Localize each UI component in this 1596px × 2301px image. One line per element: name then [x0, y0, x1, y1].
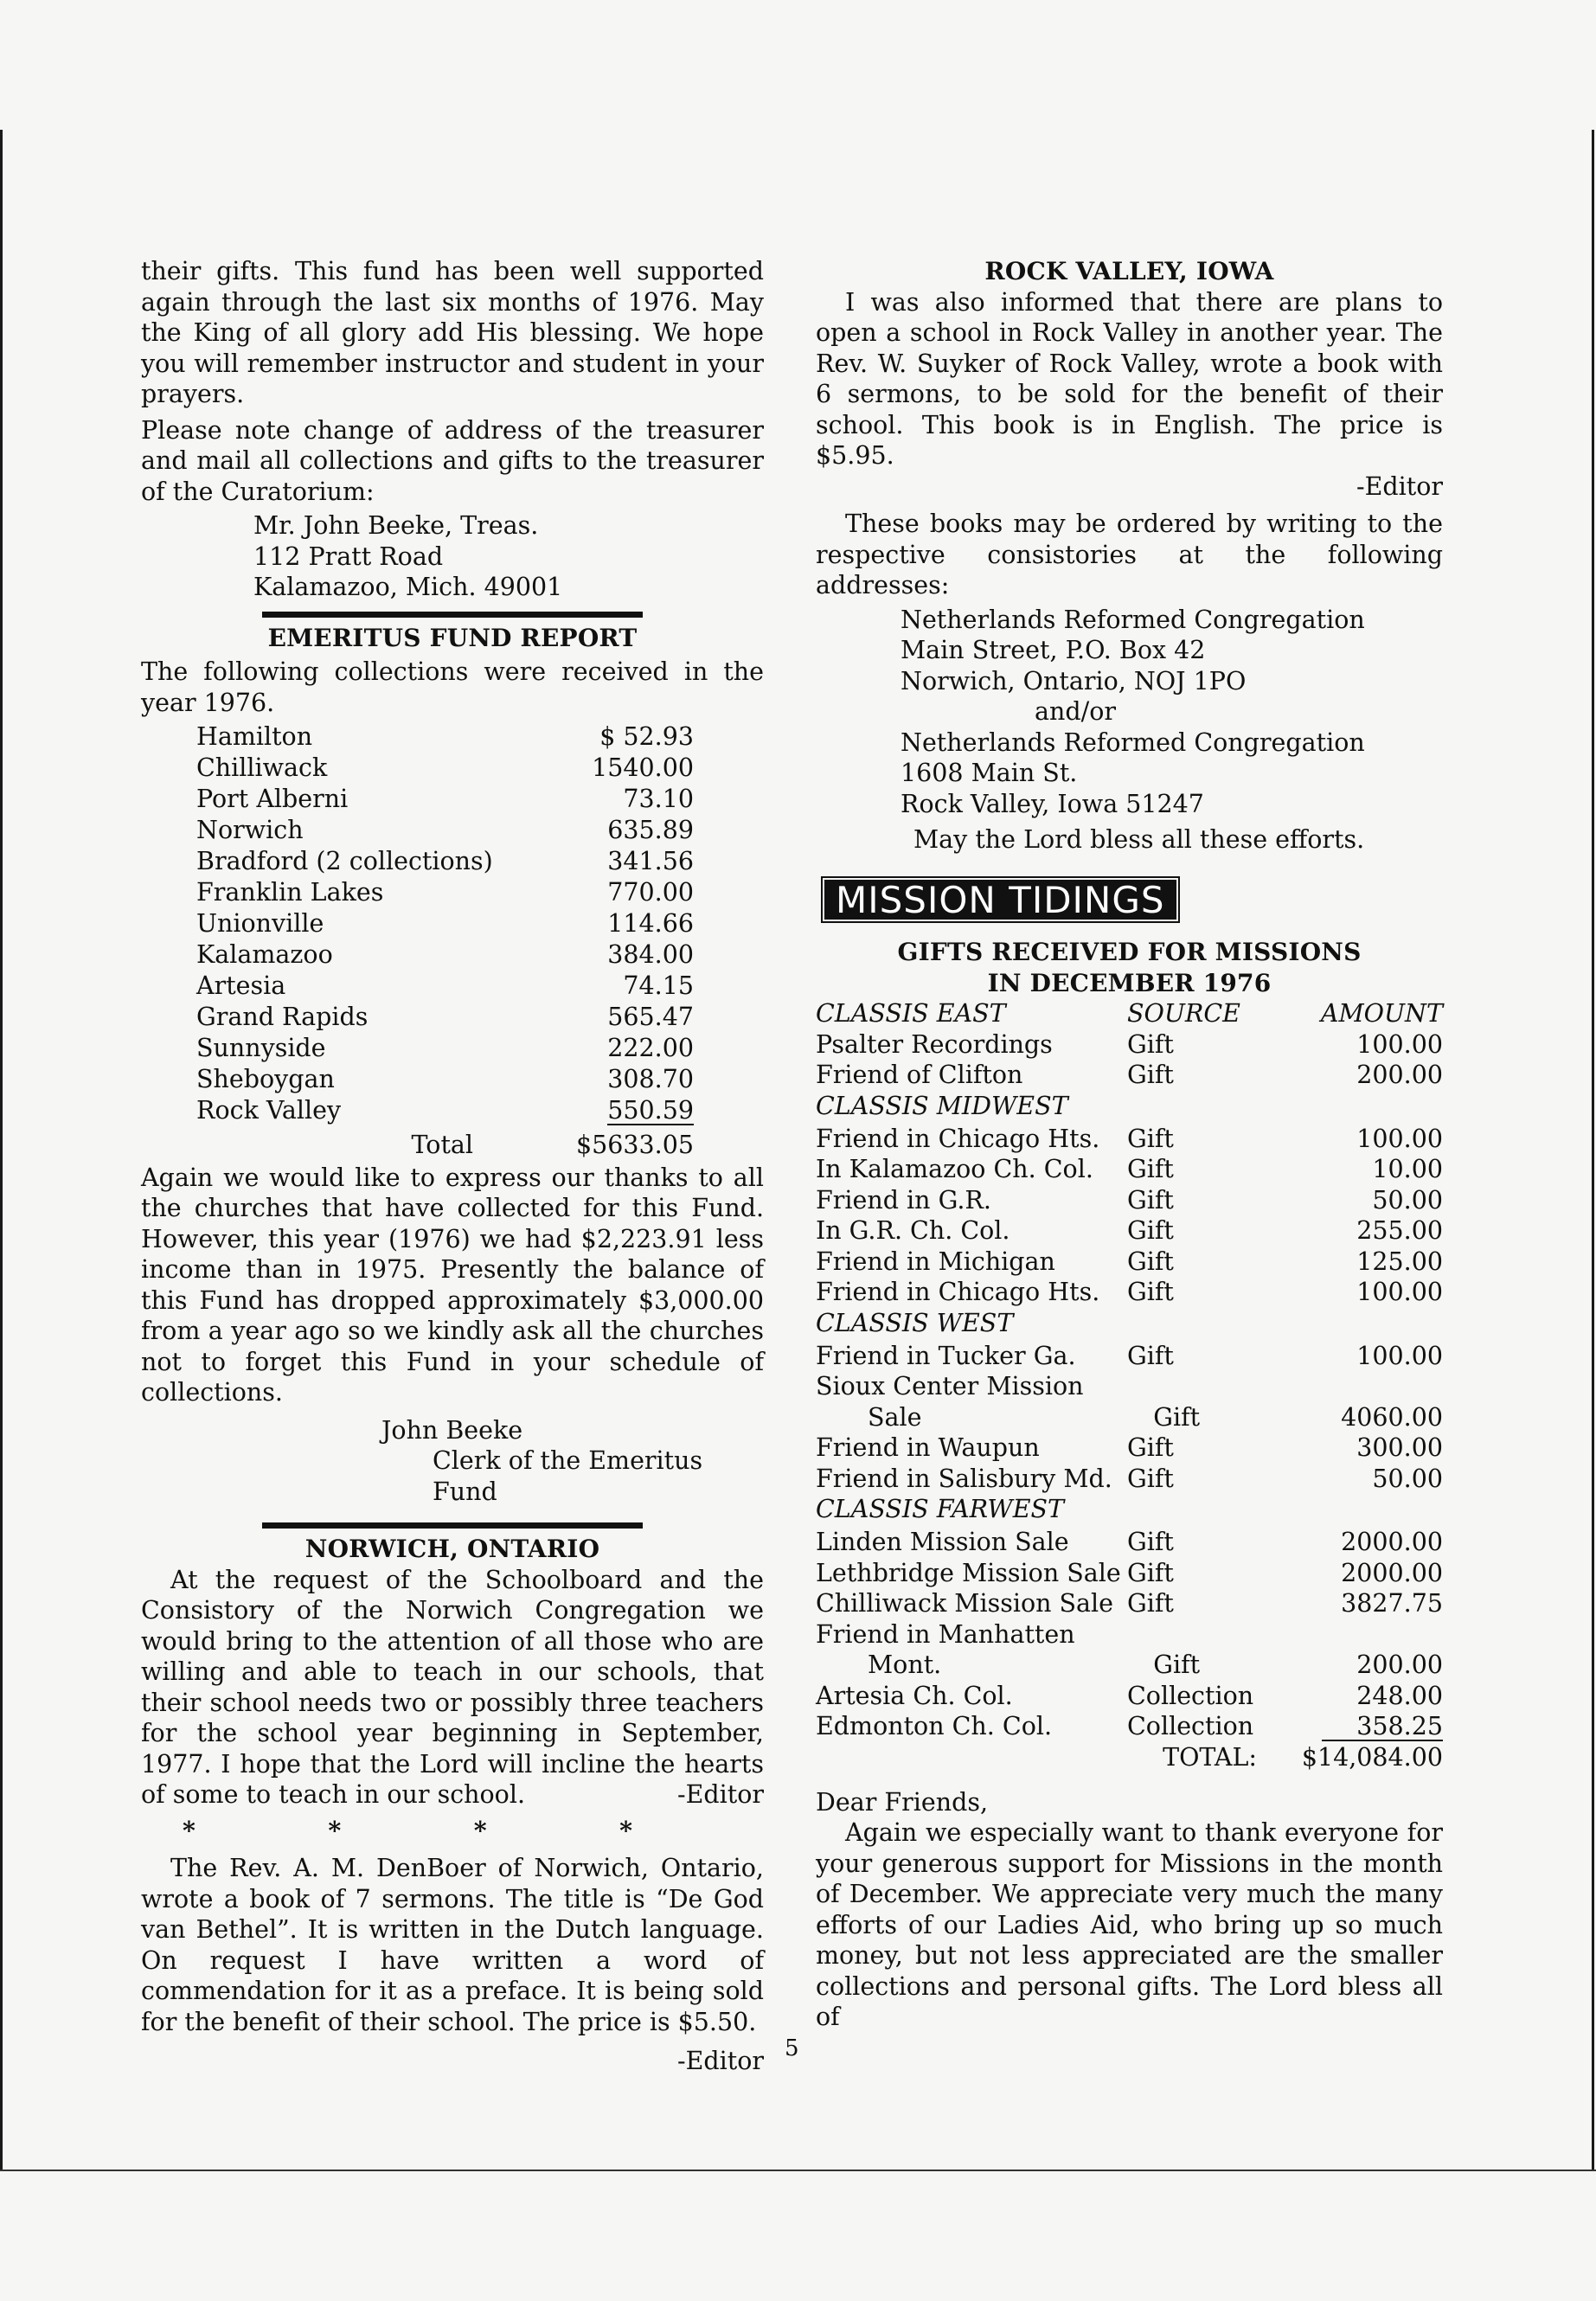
gifts-total-label: TOTAL:	[1163, 1742, 1257, 1772]
collection-amount: 565.47	[607, 1003, 694, 1031]
collection-amount: 635.89	[607, 816, 694, 844]
rock-valley-paragraph: I was also informed that there are plans to open a school in Rock Valley in another year. The Rev. W. Suyker of Rock Valley, wrote a book with 6 sermons, to be sold for the benefit of their school. This book is in English. The price is $5.95.	[816, 287, 1443, 470]
collection-amount: 384.00	[607, 940, 694, 969]
classis-east-label: CLASSIS EAST	[816, 999, 1006, 1028]
gift-amount: 50.00	[1372, 1185, 1443, 1215]
section-divider	[262, 612, 643, 618]
church-name: Hamilton	[196, 722, 313, 751]
mission-tidings-banner: MISSION TIDINGS	[824, 880, 1176, 920]
rock-valley-heading: ROCK VALLEY, IOWA	[984, 257, 1274, 285]
address-line: Netherlands Reformed Congregation	[901, 727, 1365, 757]
letter-body: Again we especially want to thank everyone for your generous support for Missions in the month of December. We appreciate very much the many efforts of our Ladies Aid, who bring up so much money, but not less appreciated are the smaller collections and personal gifts. The Lord bless all of	[816, 1818, 1443, 2031]
church-name: Rock Valley	[196, 1096, 342, 1125]
gift-description: Edmonton Ch. Col.	[816, 1712, 1053, 1740]
emeritus-row	[196, 877, 854, 908]
gift-description: Sioux Center Mission	[816, 1372, 1084, 1400]
gift-amount: 300.00	[1356, 1433, 1443, 1462]
underlined-amount: 358.25	[1322, 1714, 1443, 1741]
gift-amount: 200.00	[1356, 1650, 1443, 1679]
church-name: Grand Rapids	[196, 1003, 369, 1031]
star: *	[473, 1815, 487, 1845]
emeritus-table	[196, 721, 854, 1126]
emeritus-signature-name: John Beeke	[381, 1415, 523, 1445]
collection-amount: 73.10	[623, 785, 694, 813]
and-or: and/or	[1035, 697, 1116, 726]
gift-source: Gift	[1127, 1433, 1174, 1462]
church-name: Artesia	[196, 971, 286, 1000]
gift-description: Lethbridge Mission Sale	[816, 1558, 1121, 1587]
gift-row	[816, 1433, 1443, 1464]
treasurer-address	[141, 510, 764, 603]
gift-source: Gift	[1127, 1124, 1174, 1153]
emeritus-row	[196, 1033, 854, 1064]
gift-row	[816, 1588, 1443, 1619]
gift-amount: 3827.75	[1341, 1589, 1443, 1618]
classis-west-label: CLASSIS WEST	[816, 1308, 1014, 1337]
underlined-amount: 550.59	[607, 1096, 694, 1125]
gift-row	[816, 1371, 1443, 1402]
gift-row	[816, 1527, 1443, 1558]
emeritus-row	[196, 815, 854, 846]
gift-description: Friend in G.R.	[816, 1185, 991, 1215]
norwich-book-paragraph: The Rev. A. M. DenBoer of Norwich, Ontario, wrote a book of 7 sermons. The title is “De God van Bethel”. It is written in the Dutch language. On request I have written a word of commendation for it as a preface. It is being sold for the benefit of their school. The price is $5.50.	[141, 1854, 764, 2036]
gift-amount: 4060.00	[1341, 1402, 1443, 1432]
emeritus-heading: EMERITUS FUND REPORT	[267, 623, 638, 652]
gift-amount: 100.00	[1356, 1124, 1443, 1153]
classis-farwest-rows	[816, 1527, 1443, 1619]
church-name: Chilliwack	[196, 753, 328, 782]
address-line: Netherlands Reformed Congregation	[901, 605, 1365, 634]
norwich-paragraph-text: At the request of the Schoolboard and the Consistory of the Norwich Congregation we would bring to the attention of all those who are willing and able to teach in our schools, that their school needs two or possibly three teachers for the school year beginning in September, 1977. I hope that the Lord will incline the hearts of some to teach in our school.	[141, 1565, 764, 1809]
emeritus-row	[196, 753, 854, 784]
church-name: Sunnyside	[196, 1034, 326, 1062]
treasurer-line: Mr. John Beeke, Treas.	[253, 511, 539, 540]
gift-amount: 2000.00	[1341, 1558, 1443, 1587]
gifts-table	[816, 998, 1443, 1777]
intro-paragraph: their gifts. This fund has been well supported again through the last six months of 1976. May the King of all glory add His blessing. We hope you will remember instructor and student in your prayers.	[141, 257, 764, 408]
gift-description: Friend in Tucker Ga.	[816, 1341, 1076, 1370]
left-column	[141, 256, 764, 2077]
norwich-editor-2: -Editor	[676, 2047, 764, 2075]
address-line: 1608 Main St.	[901, 759, 1078, 787]
church-name: Port Alberni	[196, 785, 349, 813]
church-name: Norwich	[196, 816, 304, 844]
gift-amount: 125.00	[1356, 1247, 1443, 1276]
gift-source: Gift	[1127, 1464, 1174, 1493]
gift-amount: 100.00	[1356, 1029, 1443, 1059]
gift-row	[816, 1650, 1443, 1681]
rock-valley-consistory-address	[816, 727, 1443, 820]
gift-description: Friend of Clifton	[816, 1061, 1023, 1089]
gift-row	[816, 1154, 1443, 1185]
classis-east-rows	[816, 1029, 1443, 1091]
letter-greeting: Dear Friends,	[816, 1787, 989, 1817]
gift-row	[816, 1558, 1443, 1589]
gift-source: Gift	[1127, 1341, 1174, 1370]
classis-farwest-rows-2	[816, 1681, 1443, 1742]
gift-description: Friend in Michigan	[816, 1247, 1055, 1276]
address-line: Norwich, Ontario, NOJ 1PO	[901, 666, 1247, 695]
gift-source: Gift	[1127, 1155, 1174, 1183]
scan-edge-left	[0, 130, 3, 2171]
section-divider	[262, 1522, 643, 1529]
gift-amount: 100.00	[1356, 1341, 1443, 1370]
gift-row	[816, 1124, 1443, 1155]
classis-west-rows	[816, 1433, 1443, 1494]
emeritus-row	[196, 939, 854, 971]
emeritus-intro: The following collections were received in the year 1976.	[141, 657, 764, 717]
gift-amount: 248.00	[1356, 1681, 1443, 1710]
gift-row	[816, 1341, 1443, 1372]
gift-source: Gift	[1127, 1185, 1174, 1215]
gift-description: In G.R. Ch. Col.	[816, 1216, 1010, 1245]
collection-amount: 1540.00	[592, 753, 694, 782]
rock-valley-editor: -Editor	[1356, 471, 1443, 501]
norwich-paragraph	[141, 1565, 764, 1811]
gift-source: Gift	[1153, 1402, 1201, 1432]
norwich-editor: -Editor	[676, 1780, 764, 1809]
gift-row	[816, 1619, 1443, 1650]
gift-source: Gift	[1127, 1589, 1174, 1618]
gift-row	[816, 1247, 1443, 1278]
gift-row	[816, 1277, 1443, 1308]
gift-amount: 50.00	[1372, 1464, 1443, 1493]
gift-description: Artesia Ch. Col.	[816, 1681, 1013, 1710]
emeritus-row	[196, 846, 854, 877]
church-name: Unionville	[196, 909, 324, 938]
treasurer-line: Kalamazoo, Mich. 49001	[253, 573, 563, 601]
collection-amount: 308.70	[607, 1065, 694, 1093]
church-name: Franklin Lakes	[196, 878, 384, 907]
address-note: Please note change of address of the treasurer and mail all collections and gifts to the treasurer of the Curatorium:	[141, 415, 764, 506]
gifts-heading: GIFTS RECEIVED FOR MISSIONS	[897, 938, 1362, 966]
classis-farwest-label: CLASSIS FARWEST	[816, 1495, 1065, 1523]
star-separator	[183, 1816, 632, 1847]
collection-amount: 341.56	[607, 847, 694, 875]
emeritus-total-row	[196, 1130, 764, 1161]
classis-midwest-rows	[816, 1124, 1443, 1308]
gift-row	[816, 1681, 1443, 1712]
gift-description: Friend in Chicago Hts.	[816, 1124, 1100, 1153]
gift-description: Friend in Waupun	[816, 1433, 1040, 1462]
church-name: Bradford (2 collections)	[196, 847, 493, 875]
gift-amount: 10.00	[1372, 1155, 1443, 1183]
gift-amount	[1304, 1711, 1443, 1742]
address-line: Rock Valley, Iowa 51247	[901, 789, 1204, 818]
emeritus-row	[196, 908, 854, 939]
star: *	[183, 1815, 195, 1845]
gifts-total-value: $14,084.00	[1301, 1742, 1443, 1772]
scan-edge-right	[1592, 130, 1594, 2171]
collection-amount: $ 52.93	[599, 722, 694, 751]
emeritus-closing: Again we would like to express our thanks to all the churches that have collected for this Fund. However, this year (1976) we had $2,223.91 less income than in 1975. Presently the balance of this Fund has dropped approximately $3,000.00 from a year ago so we kindly ask all the churches not to forget this Fund in your schedule of collections.	[141, 1163, 764, 1407]
star: *	[619, 1815, 632, 1845]
emeritus-total-value: $5633.05	[576, 1131, 694, 1159]
gift-source: Gift	[1127, 1247, 1174, 1276]
norwich-heading: NORWICH, ONTARIO	[304, 1535, 600, 1563]
gift-row	[816, 1215, 1443, 1247]
emeritus-row	[196, 1095, 854, 1126]
gift-amount: 200.00	[1356, 1061, 1443, 1089]
gift-row	[816, 1711, 1443, 1742]
norwich-consistory-address	[816, 605, 1443, 697]
collection-amount: 74.15	[623, 971, 694, 1000]
gift-source: Gift	[1127, 1216, 1174, 1245]
gift-source: Gift	[1127, 1278, 1174, 1306]
church-name: Kalamazoo	[196, 940, 333, 969]
collection-amount: 114.66	[607, 909, 694, 938]
gift-description: In Kalamazoo Ch. Col.	[816, 1155, 1093, 1183]
emeritus-row	[196, 1002, 854, 1033]
gift-row	[816, 1185, 1443, 1216]
gift-amount: 255.00	[1356, 1216, 1443, 1245]
gift-source: Gift	[1127, 1061, 1174, 1089]
right-column	[816, 256, 1443, 2033]
gift-source: Gift	[1153, 1650, 1201, 1679]
emeritus-signature-title: Clerk of the Emeritus Fund	[433, 1446, 703, 1506]
emeritus-row	[196, 784, 854, 815]
collection-amount: 222.00	[607, 1034, 694, 1062]
collection-amount	[577, 1095, 694, 1126]
emeritus-row	[196, 971, 854, 1002]
collection-amount: 770.00	[607, 878, 694, 907]
gift-description: Chilliwack Mission Sale	[816, 1589, 1114, 1618]
gift-row	[816, 1029, 1443, 1061]
gift-description: Sale	[868, 1402, 922, 1432]
source-column-header: SOURCE	[1127, 999, 1240, 1028]
gift-source: Collection	[1127, 1712, 1254, 1740]
star: *	[328, 1815, 342, 1845]
classis-midwest-label: CLASSIS MIDWEST	[816, 1091, 1068, 1120]
gift-source: Gift	[1127, 1029, 1174, 1059]
amount-column-header: AMOUNT	[1320, 999, 1443, 1028]
gift-source: Gift	[1127, 1558, 1174, 1587]
gift-amount: 100.00	[1356, 1278, 1443, 1306]
page-number: 5	[785, 2035, 799, 2061]
gift-description: Friend in Manhatten	[816, 1619, 1075, 1649]
gift-description: Friend in Chicago Hts.	[816, 1278, 1100, 1306]
gift-description: Friend in Salisbury Md.	[816, 1464, 1112, 1493]
emeritus-total-label: Total	[411, 1131, 473, 1159]
gifts-subheading: IN DECEMBER 1976	[987, 968, 1272, 997]
gift-description: Mont.	[868, 1650, 942, 1679]
address-line: Main Street, P.O. Box 42	[901, 636, 1206, 664]
gifts-header-row	[816, 998, 1443, 1029]
gift-description: Psalter Recordings	[816, 1029, 1053, 1059]
gift-row	[816, 1464, 1443, 1495]
treasurer-line: 112 Pratt Road	[253, 542, 444, 571]
order-note: These books may be ordered by writing to the respective consistories at the following addresses:	[816, 510, 1443, 599]
gifts-total-row	[816, 1742, 1443, 1777]
emeritus-row	[196, 1064, 854, 1095]
gift-amount: 2000.00	[1341, 1528, 1443, 1556]
blessing: May the Lord bless all these efforts.	[913, 825, 1365, 854]
gift-description: Linden Mission Sale	[816, 1528, 1069, 1556]
emeritus-row	[196, 721, 854, 753]
gift-source: Collection	[1127, 1681, 1254, 1710]
gift-source: Gift	[1127, 1528, 1174, 1556]
gift-row	[816, 1402, 1443, 1433]
gift-row	[816, 1060, 1443, 1091]
church-name: Sheboygan	[196, 1065, 335, 1093]
scan-edge-bottom	[0, 2170, 1596, 2171]
